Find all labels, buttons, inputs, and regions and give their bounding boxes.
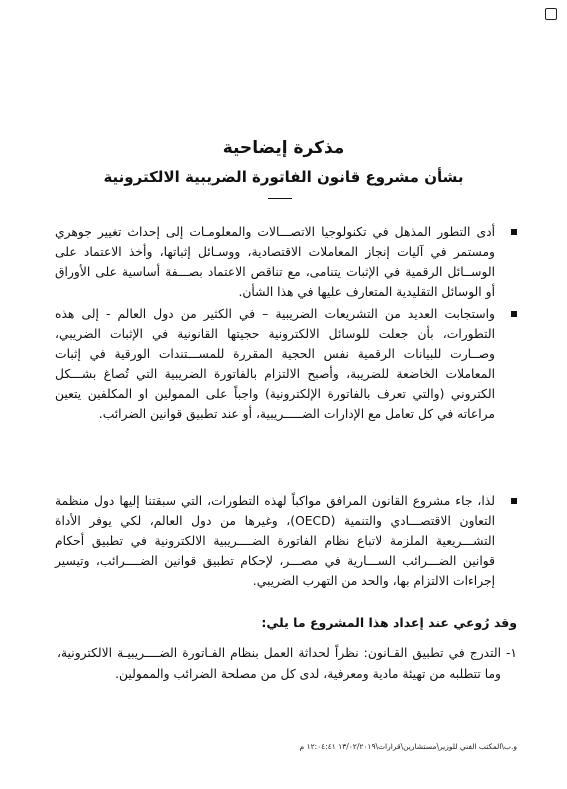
document-title: مذكرة إيضاحية: [222, 138, 345, 158]
considered-heading: وقد رُوعي عند إعداد هذا المشروع ما يلي:: [261, 615, 517, 630]
paragraph-1: [55, 222, 517, 302]
footer-file-path: و.ب\المكتب الفني للوزير\مستشارين\قرارات\١٣/٠٢/٢٠١٩ ١٢:٠٤:٤١ م: [299, 742, 517, 751]
paragraph-2-text: واستجابت العديد من التشريعات الضريبية – في الكثير من دول العالم - إلى هذه التطورات، بأن جعلت للوسائل الالكترونية حجيتها القانونية في الإثبات الضريبي، وصــارت للبيانات الرقمية نفس الحجية المقررة للمســـتندات الورقية في إثبات المعاملات الخاضعة للضريبة، وأصبح الالتزام بالفاتورة الضريبية التي تُصاغ بشـــكل الكتروني (والتي تعرف بالفاتورة الإلكترونية) واجباً على الممولين او المكلفين يتعين مراعاته في كل تعامل مع الإدارات الضـــــريبية، أو عند تطبيق قوانين الضرائب.: [55, 307, 495, 421]
paragraph-2: [55, 304, 517, 424]
corner-checkbox-mark: [545, 8, 557, 20]
bullet-icon: [511, 229, 517, 235]
paragraph-1-text: أدى التطور المذهل في تكنولوجيا الاتصـــالات والمعلومـات إلى إحداث تغيير جوهري ومستمر في آليات إنجاز المعاملات الاقتصادية، ووسـائل إثباتها، وأخذ الاعتماد على الوســائل الرقمية في الإثبات يتنامى، مع تناقص الاعتماد بصـــفة أساسية على الأوراق أو الوسائل التقليدية المتعارف عليها في هذا الشأن.: [55, 225, 495, 299]
numbered-item-1: [57, 643, 517, 685]
paragraph-3: [55, 491, 517, 591]
bullet-icon: [511, 311, 517, 317]
item-number: ١-: [505, 646, 517, 660]
paragraph-3-text: لذا، جاء مشروع القانون المرافق مواكباً لهذه التطورات، التي سبقتنا إليها دول منظمة التعاون الاقتصـــادي والتنمية (OECD)، وغيرها من دول العالم، لكي يوفر الأداة التشـــريعية الملزمة لاتباع نظام الفاتورة الضــــريبية الالكترونية في تطبيق أحكام قوانين الضـــرائب الســـارية في مصـــر، لإحكام تطبيق قوانين الضــــرائب، وتيسير إجراءات الالتزام بها، والحد من التهرب الضريبي.: [55, 494, 495, 588]
document-subtitle: بشأن مشروع قانون الفاتورة الضريبية الالكترونية: [103, 168, 464, 186]
title-separator: [268, 198, 292, 199]
bullet-icon: [511, 498, 517, 504]
item-1-text: التدرج في تطبيق القـانون: نظراً لحداثة العمل بنظام الفـاتورة الضــــريبيـة الالكترونية، وما تتطلبه من تهيئة مادية ومعرفية، لدى كل من مصلحة الضرائب والممولين.: [57, 646, 501, 681]
